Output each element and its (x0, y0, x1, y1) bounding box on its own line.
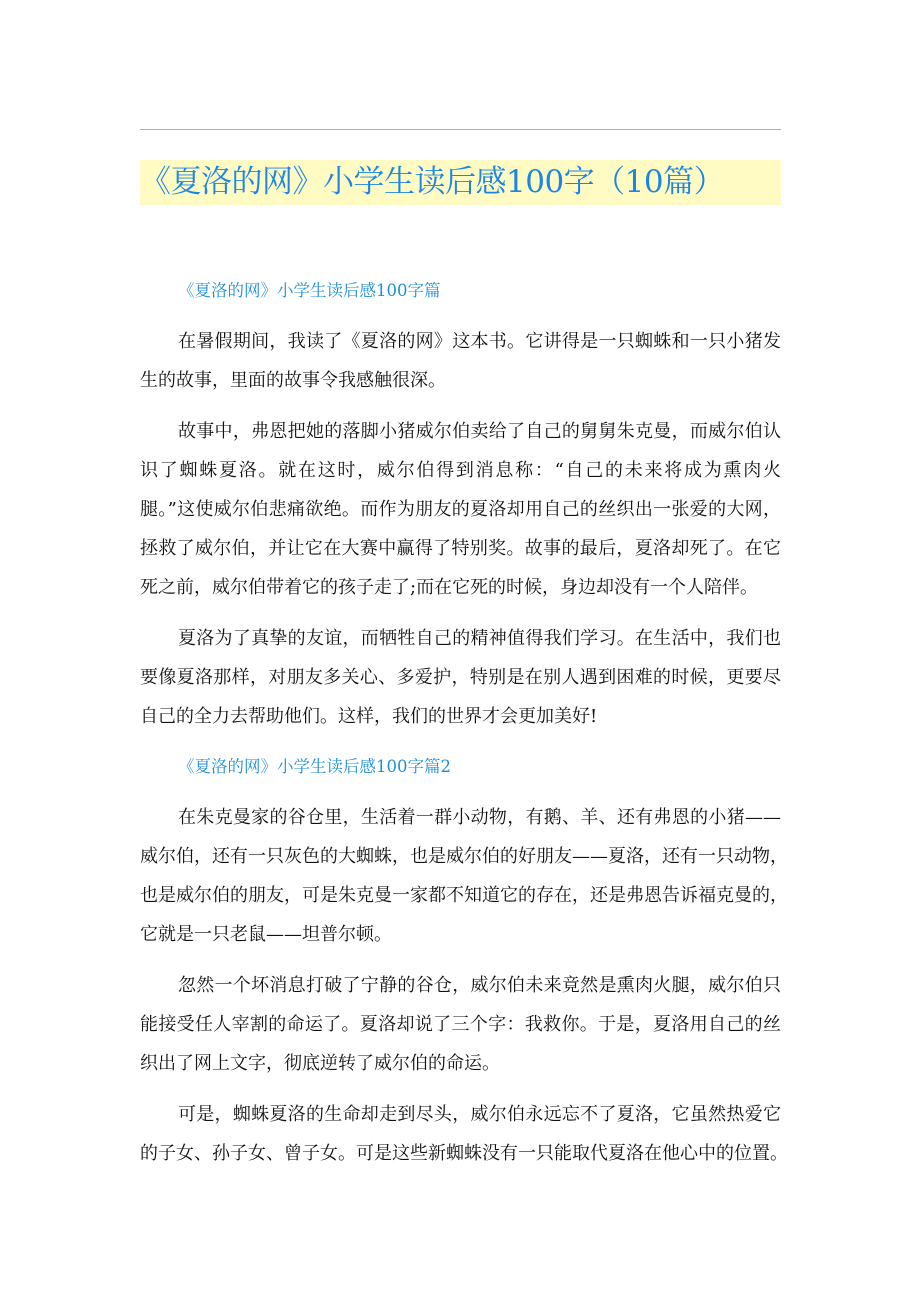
paragraph-line: 可是，蜘蛛夏洛的生命却走到尽头，威尔伯永远忘不了夏洛，它虽然热爱它 (178, 1104, 781, 1125)
paragraph-line: 夏洛为了真挚的友谊，而牺牲自己的精神值得我们学习。在生活中，我们也 (178, 628, 781, 649)
header-divider (140, 129, 781, 130)
section-heading: 《夏洛的网》小学生读后感100字篇2 (178, 757, 451, 776)
paragraph-line: 威尔伯，还有一只灰色的大蜘蛛，也是威尔伯的好朋友——夏洛，还有一只动物， (140, 846, 788, 867)
paragraph-line: 腿。”这使威尔伯悲痛欲绝。而作为朋友的夏洛却用自己的丝织出一张爱的大网， (140, 499, 781, 520)
paragraph-line: 死之前，威尔伯带着它的孩子走了;而在它死的时候，身边却没有一个人陪伴。 (140, 577, 759, 598)
paragraph-line: 自己的全力去帮助他们。这样，我们的世界才会更加美好! (140, 706, 598, 727)
paragraph (140, 619, 781, 736)
paragraph-line: 忽然一个坏消息打破了宁静的谷仓，威尔伯未来竟然是熏肉火腿，威尔伯只 (178, 975, 781, 996)
paragraph (140, 412, 781, 607)
paragraph-line: 拯救了威尔伯，并让它在大赛中赢得了特别奖。故事的最后，夏洛却死了。在它 (140, 538, 781, 559)
paragraph (140, 1095, 788, 1173)
paragraph-line: 识了蜘蛛夏洛。就在这时，威尔伯得到消息称：“自己的未来将成为熏肉火 (140, 460, 781, 481)
paragraph-line: 故事中，弗恩把她的落脚小猪威尔伯卖给了自己的舅舅朱克曼，而威尔伯认 (178, 421, 781, 442)
document-title: 《夏洛的网》小学生读后感100字（10篇） (140, 160, 781, 205)
paragraph-line: 也是威尔伯的朋友，可是朱克曼一家都不知道它的存在，还是弗恩告诉福克曼的， (140, 885, 788, 906)
document-body (140, 272, 788, 1185)
section-heading: 《夏洛的网》小学生读后感100字篇 (178, 281, 441, 300)
paragraph-line: 能接受任人宰割的命运了。夏洛却说了三个字：我救你。于是，夏洛用自己的丝 (140, 1014, 781, 1035)
paragraph-line: 它就是一只老鼠——坦普尔顿。 (140, 924, 392, 945)
paragraph (140, 966, 781, 1083)
paragraph-line: 的子女、孙子女、曾子女。可是这些新蜘蛛没有一只能取代夏洛在他心中的位置。 (140, 1143, 788, 1164)
paragraph-line: 生的故事，里面的故事令我感触很深。 (140, 370, 446, 391)
paragraph (140, 322, 781, 400)
paragraph-line: 在暑假期间，我读了《夏洛的网》这本书。它讲得是一只蜘蛛和一只小猪发 (178, 331, 781, 352)
paragraph (140, 798, 788, 954)
paragraph-line: 在朱克曼家的谷仓里，生活着一群小动物，有鹅、羊、还有弗恩的小猪—— (178, 807, 781, 828)
paragraph-line: 织出了网上文字，彻底逆转了威尔伯的命运。 (140, 1053, 500, 1074)
paragraph-line: 要像夏洛那样，对朋友多关心、多爱护，特别是在别人遇到困难的时候，更要尽 (140, 667, 781, 688)
